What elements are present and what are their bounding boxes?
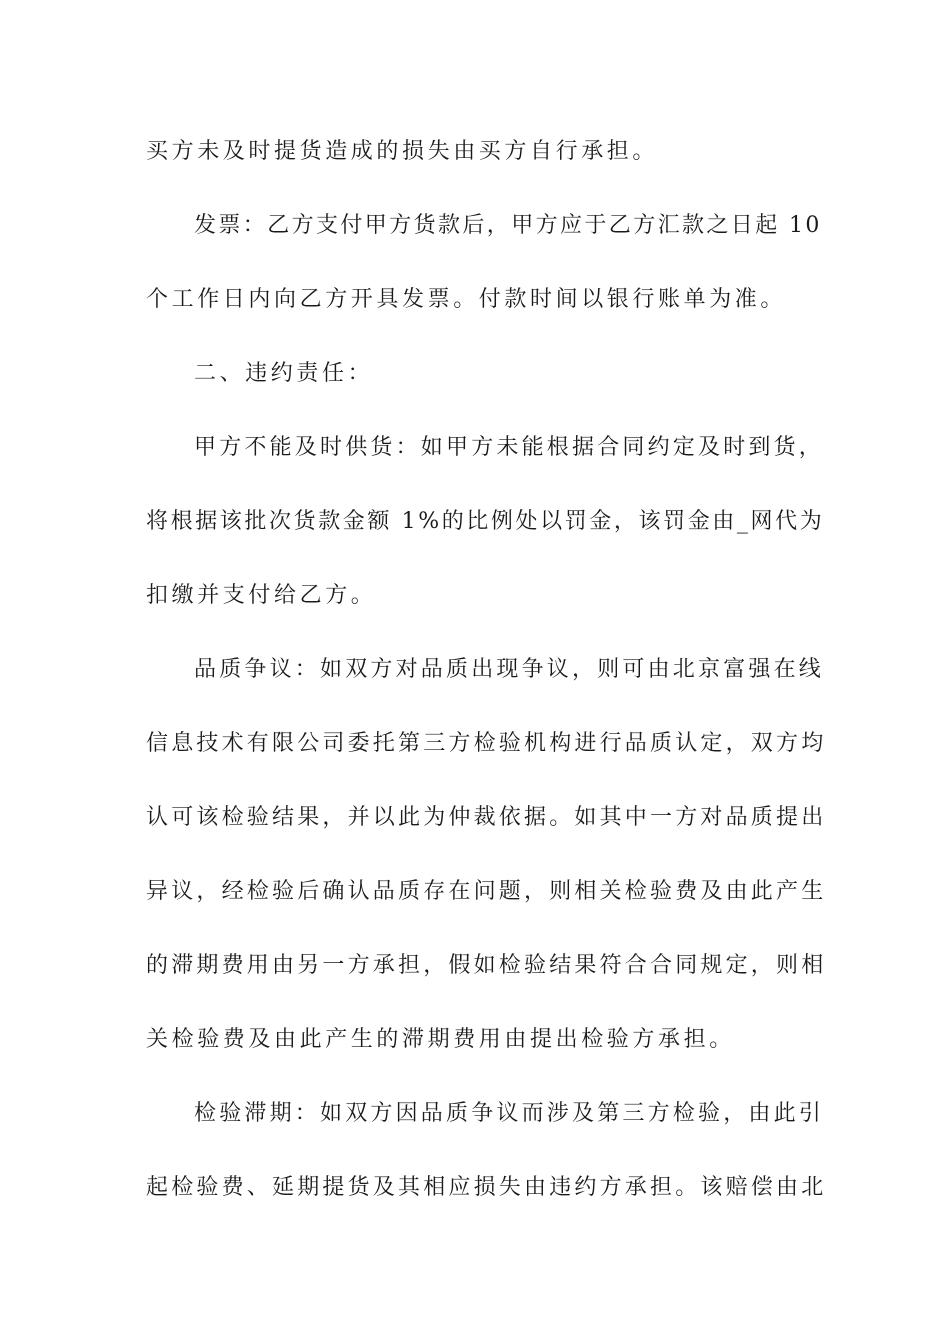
text-line: 的滞期费用由另一方承担，假如检验结果符合合同规定，则相 <box>146 953 827 978</box>
text-line: 将根据该批次货款金额 1%的比例处以罚金，该罚金由_网代为 <box>146 509 825 534</box>
text-line: 买方未及时提货造成的损失由买方自行承担。 <box>146 139 659 164</box>
text-line: 关检验费及由此产生的滞期费用由提出检验方承担。 <box>146 1027 735 1052</box>
text-line: 个工作日内向乙方开具发票。付款时间以银行账单为准。 <box>146 287 787 312</box>
text-line: 扣缴并支付给乙方。 <box>146 583 377 608</box>
text-line: 信息技术有限公司委托第三方检验机构进行品质认定，双方均 <box>146 731 827 756</box>
text-line: 起检验费、延期提货及其相应损失由违约方承担。该赔偿由北 <box>146 1175 827 1200</box>
text-line: 品质争议：如双方对品质出现争议，则可由北京富强在线 <box>194 657 825 682</box>
text-line: 认可该检验结果，并以此为仲裁依据。如其中一方对品质提出 <box>146 805 827 830</box>
text-line: 检验滞期：如双方因品质争议而涉及第三方检验，由此引 <box>194 1101 825 1126</box>
text-line: 发票：乙方支付甲方货款后，甲方应于乙方汇款之日起 10 <box>194 213 822 238</box>
text-line: 甲方不能及时供货：如甲方未能根据合同约定及时到货， <box>194 435 825 460</box>
text-line: 异议，经检验后确认品质存在问题，则相关检验费及由此产生 <box>146 879 827 904</box>
section-heading: 二、违约责任： <box>194 361 374 386</box>
